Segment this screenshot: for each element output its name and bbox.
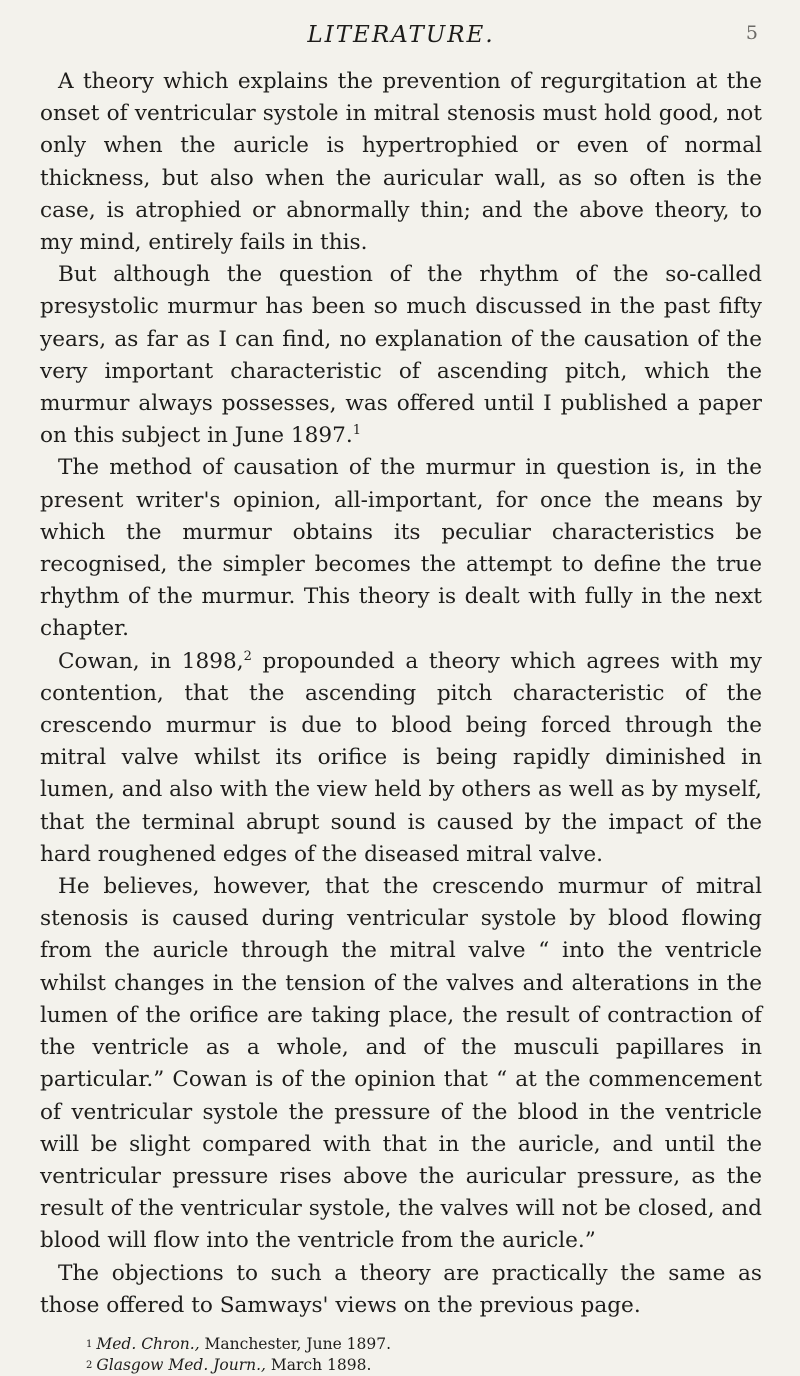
running-head — [40, 22, 762, 66]
paragraph-text: propounded a theory which agrees with my contention, that the ascending pitch characteristic of the crescendo murmur is due to blood being forced through the mitral valve whilst its orifice is being rapidly diminished in lumen, and also with the view held by others as well as by myself, that the terminal abrupt sound is caused by the impact of the hard roughened edges of the diseased mitral valve. — [40, 648, 763, 867]
paragraph-text: A theory which explains the prevention of regurgitation at the onset of ventricular systole in mitral stenosis must hold good, not only when the auricle is hypertrophied or even of normal thickness, but also when the auricular wall, as so often is the case, is atrophied or abnormally thin; and the above theory, to my mind, entirely fails in this. — [40, 69, 762, 256]
paragraph — [40, 259, 762, 452]
footnote-detail: March 1898. — [265, 1355, 372, 1374]
page-number: 5 — [745, 22, 758, 44]
paragraph-text: Cowan, in 1898, — [58, 648, 244, 674]
body-text — [40, 66, 762, 1322]
paragraph-text: The method of causation of the murmur in question is, in the present writer's opinion, all-important, for once the means by which the murmur obtains its peculiar characteristics be recognised, the simpler becomes the attempt to define the true rhythm of the murmur. This theory is dealt with fully in the next chapter. — [40, 455, 762, 642]
footnote-mark: 1 — [86, 1338, 93, 1350]
paragraph-text: The objections to such a theory are practically the same as those offered to Samways' views on the previous page. — [40, 1260, 762, 1318]
paragraph — [40, 452, 762, 645]
footnote-source: Glasgow Med. Journ., — [96, 1355, 266, 1374]
footnote-source: Med. Chron., — [96, 1334, 200, 1353]
footnote-ref: 2 — [243, 648, 252, 664]
paragraph-text: He believes, however, that the crescendo murmur of mitral stenosis is caused during ventricular systole by blood flowing from the auricle through the mitral valve “ into the ventricle whilst changes in the tension of the valves and alterations in the lumen of the orifice are taking place, the result of contraction of the ventricle as a whole, and of the musculi papillares in particular.” Cowan is of the opinion that “ at the commencement of ventricular systole the pressure of the blood in the ventricle will be slight compared with that in the auricle, and until the ventricular pressure rises above the auricular pressure, as the result of the ventricular systole, the valves will not be closed, and blood will flow into the ventricle from the auricle.” — [40, 874, 762, 1254]
footnotes — [40, 1334, 762, 1376]
paragraph — [40, 871, 762, 1257]
paragraph — [40, 646, 762, 871]
paragraph — [40, 66, 762, 259]
footnote-mark: 2 — [86, 1359, 93, 1371]
paragraph — [40, 1258, 762, 1322]
footnote-detail: Manchester, June 1897. — [199, 1334, 392, 1353]
book-page — [40, 22, 762, 1376]
footnote-ref: 1 — [352, 423, 362, 439]
footnote — [86, 1355, 762, 1376]
paragraph-text: But although the question of the rhythm of the so-called presystolic murmur has been so much discussed in the past fifty years, as far as I can find, no explanation of the causation of the very important characteristic of ascending pitch, which the murmur always possesses, was offered until I published a paper on this subject in June 1897. — [40, 262, 762, 449]
running-title: LITERATURE. — [307, 22, 495, 48]
footnote — [86, 1334, 762, 1355]
